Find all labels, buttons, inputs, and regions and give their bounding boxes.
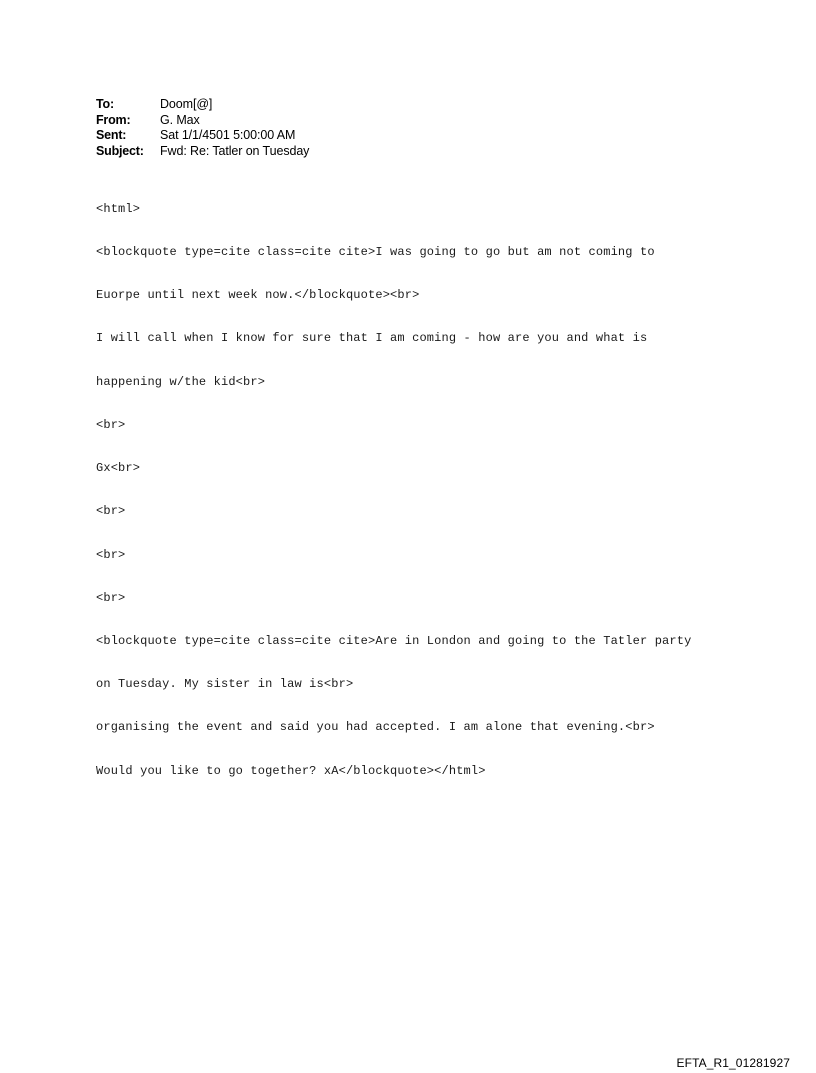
- body-line: Gx<br>: [96, 461, 141, 476]
- to-value: Doom[@]: [160, 97, 213, 111]
- sent-label: Sent:: [96, 128, 127, 142]
- body-line: happening w/the kid<br>: [96, 374, 266, 389]
- email-header: [96, 97, 309, 159]
- sent-value: Sat 1/1/4501 5:00:00 AM: [160, 128, 296, 142]
- body-line: <br>: [96, 504, 126, 519]
- body-line: <br>: [96, 547, 126, 562]
- body-line: <br>: [96, 417, 126, 432]
- body-line: <html>: [96, 201, 141, 216]
- to-row: [96, 97, 309, 113]
- body-line: on Tuesday. My sister in law is<br>: [96, 677, 354, 692]
- body-line: <br>: [96, 590, 126, 605]
- from-value: G. Max: [160, 112, 200, 127]
- document-id: EFTA_R1_01281927: [676, 1056, 790, 1070]
- body-line: organising the event and said you had accepted. I am alone that evening.<br>: [96, 720, 655, 735]
- from-label: From:: [96, 112, 131, 127]
- body-line: <blockquote type=cite class=cite cite>I was going to go but am not coming to: [96, 245, 655, 260]
- body-line: Would you like to go together? xA</blockquote></html>: [96, 763, 486, 778]
- to-label: To:: [96, 97, 114, 111]
- subject-label: Subject:: [96, 143, 144, 158]
- body-line: <blockquote type=cite class=cite cite>Are in London and going to the Tatler party: [96, 634, 692, 648]
- from-row: [96, 113, 309, 129]
- body-line: Euorpe until next week now.</blockquote><br>: [96, 288, 420, 303]
- body-line: I will call when I know for sure that I am coming - how are you and what is: [96, 331, 648, 346]
- subject-value: Fwd: Re: Tatler on Tuesday: [160, 143, 310, 158]
- sent-row: [96, 128, 309, 144]
- subject-row: [96, 144, 309, 160]
- email-body: [96, 173, 691, 792]
